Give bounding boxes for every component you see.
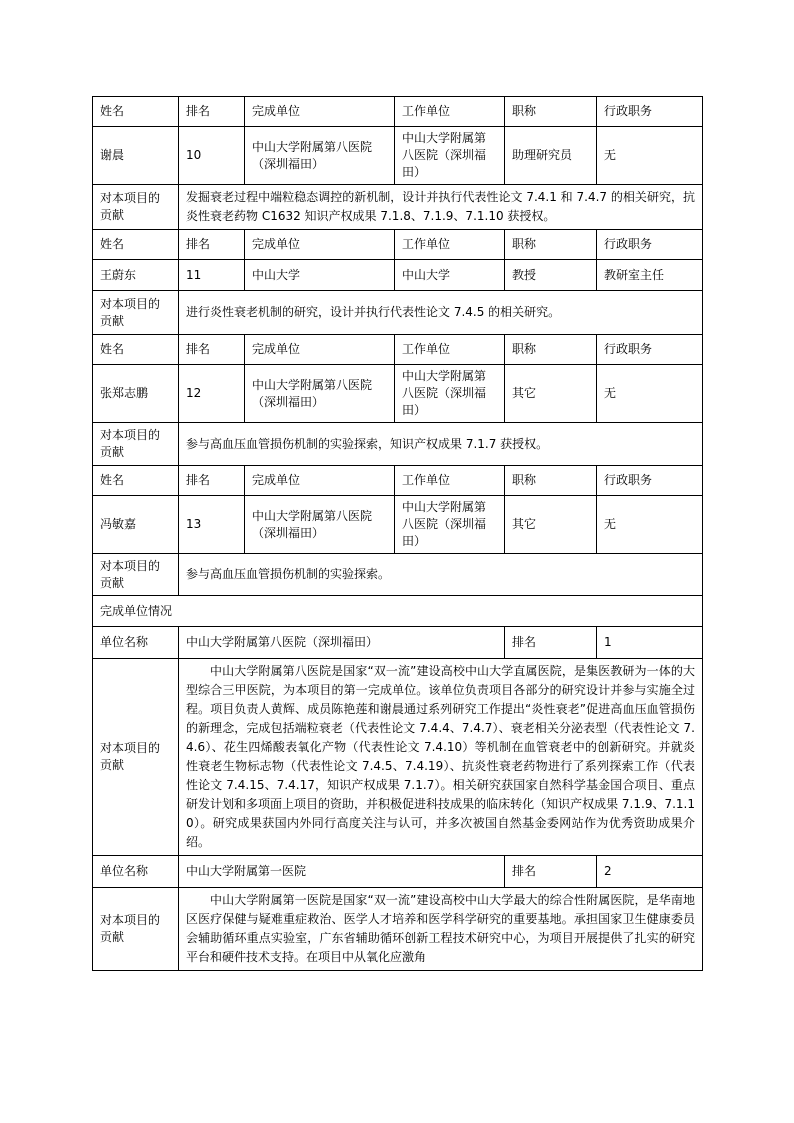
person-complete-unit: 中山大学附属第八医院（深圳福田） <box>245 365 395 423</box>
person-header-row <box>93 335 703 365</box>
unit-contribution-row <box>93 659 703 856</box>
person-admin-post: 教研室主任 <box>597 260 703 291</box>
work-unit-header: 工作单位 <box>395 230 505 260</box>
rank-header: 排名 <box>179 97 245 127</box>
person-name: 谢晨 <box>93 127 179 185</box>
person-contribution: 进行炎性衰老机制的研究，设计并执行代表性论文 7.4.5 的相关研究。 <box>179 291 703 335</box>
person-name: 冯敏嘉 <box>93 496 179 554</box>
unit-name-label: 单位名称 <box>93 627 179 659</box>
title-header: 职称 <box>505 335 597 365</box>
person-contribution-row <box>93 554 703 596</box>
person-info-row <box>93 260 703 291</box>
admin-post-header: 行政职务 <box>597 466 703 496</box>
units-section-title: 完成单位情况 <box>93 596 703 627</box>
person-complete-unit: 中山大学附属第八医院（深圳福田） <box>245 496 395 554</box>
person-contribution-row <box>93 291 703 335</box>
person-admin-post: 无 <box>597 365 703 423</box>
admin-post-header: 行政职务 <box>597 335 703 365</box>
unit-rank-label: 排名 <box>505 627 597 659</box>
title-header: 职称 <box>505 230 597 260</box>
name-header: 姓名 <box>93 466 179 496</box>
person-work-unit: 中山大学附属第八医院（深圳福田） <box>395 365 505 423</box>
person-title: 其它 <box>505 365 597 423</box>
unit-contribution: 中山大学附属第一医院是国家“双一流”建设高校中山大学最大的综合性附属医院，是华南地区医疗保健与疑难重症救治、医学人才培养和医学科学研究的重要基地。承担国家卫生健康委员会辅助循环重点实验室，广东省辅助循环创新工程技术研究中心，为项目开展提供了扎实的研究平台和硬件技术支持。在项目中从氧化应激角 <box>179 888 703 971</box>
rank-header: 排名 <box>179 230 245 260</box>
person-contribution-row <box>93 185 703 230</box>
person-title: 教授 <box>505 260 597 291</box>
person-work-unit: 中山大学附属第八医院（深圳福田） <box>395 496 505 554</box>
person-contribution: 发掘衰老过程中端粒稳态调控的新机制，设计并执行代表性论文 7.4.1 和 7.4.7 的相关研究，抗炎性衰老药物 C1632 知识产权成果 7.1.8、7.1.9、7.1.10 获授权。 <box>179 185 703 230</box>
title-header: 职称 <box>505 466 597 496</box>
contribution-label: 对本项目的贡献 <box>93 888 179 971</box>
work-unit-header: 工作单位 <box>395 466 505 496</box>
contribution-label: 对本项目的贡献 <box>93 423 179 466</box>
unit-header-row <box>93 627 703 659</box>
person-header-row <box>93 466 703 496</box>
unit-rank: 2 <box>597 856 703 888</box>
person-info-row <box>93 127 703 185</box>
complete-unit-header: 完成单位 <box>245 466 395 496</box>
admin-post-header: 行政职务 <box>597 97 703 127</box>
units-section-row <box>93 596 703 627</box>
rank-header: 排名 <box>179 466 245 496</box>
person-name: 王蔚东 <box>93 260 179 291</box>
person-info-row <box>93 496 703 554</box>
person-header-row <box>93 230 703 260</box>
person-contribution-row <box>93 423 703 466</box>
contribution-label: 对本项目的贡献 <box>93 185 179 230</box>
unit-name: 中山大学附属第一医院 <box>179 856 505 888</box>
person-title: 助理研究员 <box>505 127 597 185</box>
unit-rank: 1 <box>597 627 703 659</box>
name-header: 姓名 <box>93 230 179 260</box>
work-unit-header: 工作单位 <box>395 335 505 365</box>
unit-rank-label: 排名 <box>505 856 597 888</box>
person-info-row <box>93 365 703 423</box>
unit-header-row <box>93 856 703 888</box>
title-header: 职称 <box>505 97 597 127</box>
contribution-label: 对本项目的贡献 <box>93 291 179 335</box>
person-admin-post: 无 <box>597 496 703 554</box>
person-rank: 10 <box>179 127 245 185</box>
person-contribution: 参与高血压血管损伤机制的实验探索。 <box>179 554 703 596</box>
person-title: 其它 <box>505 496 597 554</box>
award-page <box>92 96 702 971</box>
person-work-unit: 中山大学 <box>395 260 505 291</box>
rank-header: 排名 <box>179 335 245 365</box>
person-rank: 13 <box>179 496 245 554</box>
person-complete-unit: 中山大学附属第八医院（深圳福田） <box>245 127 395 185</box>
person-rank: 11 <box>179 260 245 291</box>
project-members-table <box>92 96 703 971</box>
contribution-label: 对本项目的贡献 <box>93 554 179 596</box>
person-complete-unit: 中山大学 <box>245 260 395 291</box>
unit-name-label: 单位名称 <box>93 856 179 888</box>
person-admin-post: 无 <box>597 127 703 185</box>
person-contribution: 参与高血压血管损伤机制的实验探索，知识产权成果 7.1.7 获授权。 <box>179 423 703 466</box>
name-header: 姓名 <box>93 335 179 365</box>
unit-contribution: 中山大学附属第八医院是国家“双一流”建设高校中山大学直属医院，是集医教研为一体的大型综合三甲医院，为本项目的第一完成单位。该单位负责项目各部分的研究设计并参与实施全过程。项目负责人黄辉、成员陈艳莲和谢晨通过系列研究工作提出“炎性衰老”促进高血压血管损伤的新理念，完成包括端粒衰老（代表性论文 7.4.4、7.4.7）、衰老相关分泌表型（代表性论文 7.4.6）、花生四烯酸表氧化产物（代表性论文 7.4.10）等机制在血管衰老中的创新研究。并就炎性衰老生物标志物（代表性论文 7.4.5、7.4.19）、抗炎性衰老药物进行了系列探索工作（代表性论文 7.4.15、7.4.17，知识产权成果 7.1.7）。相关研究获国家自然科学基金国合项目、重点研发计划和多项面上项目的资助，并积极促进科技成果的临床转化（知识产权成果 7.1.9、7.1.10）。研究成果获国内外同行高度关注与认可，并多次被国自然基金委网站作为优秀资助成果介绍。 <box>179 659 703 856</box>
name-header: 姓名 <box>93 97 179 127</box>
person-name: 张郑志鹏 <box>93 365 179 423</box>
unit-name: 中山大学附属第八医院（深圳福田） <box>179 627 505 659</box>
contribution-label: 对本项目的贡献 <box>93 659 179 856</box>
complete-unit-header: 完成单位 <box>245 335 395 365</box>
work-unit-header: 工作单位 <box>395 97 505 127</box>
person-rank: 12 <box>179 365 245 423</box>
complete-unit-header: 完成单位 <box>245 230 395 260</box>
unit-contribution-row <box>93 888 703 971</box>
admin-post-header: 行政职务 <box>597 230 703 260</box>
person-work-unit: 中山大学附属第八医院（深圳福田） <box>395 127 505 185</box>
complete-unit-header: 完成单位 <box>245 97 395 127</box>
person-header-row <box>93 97 703 127</box>
